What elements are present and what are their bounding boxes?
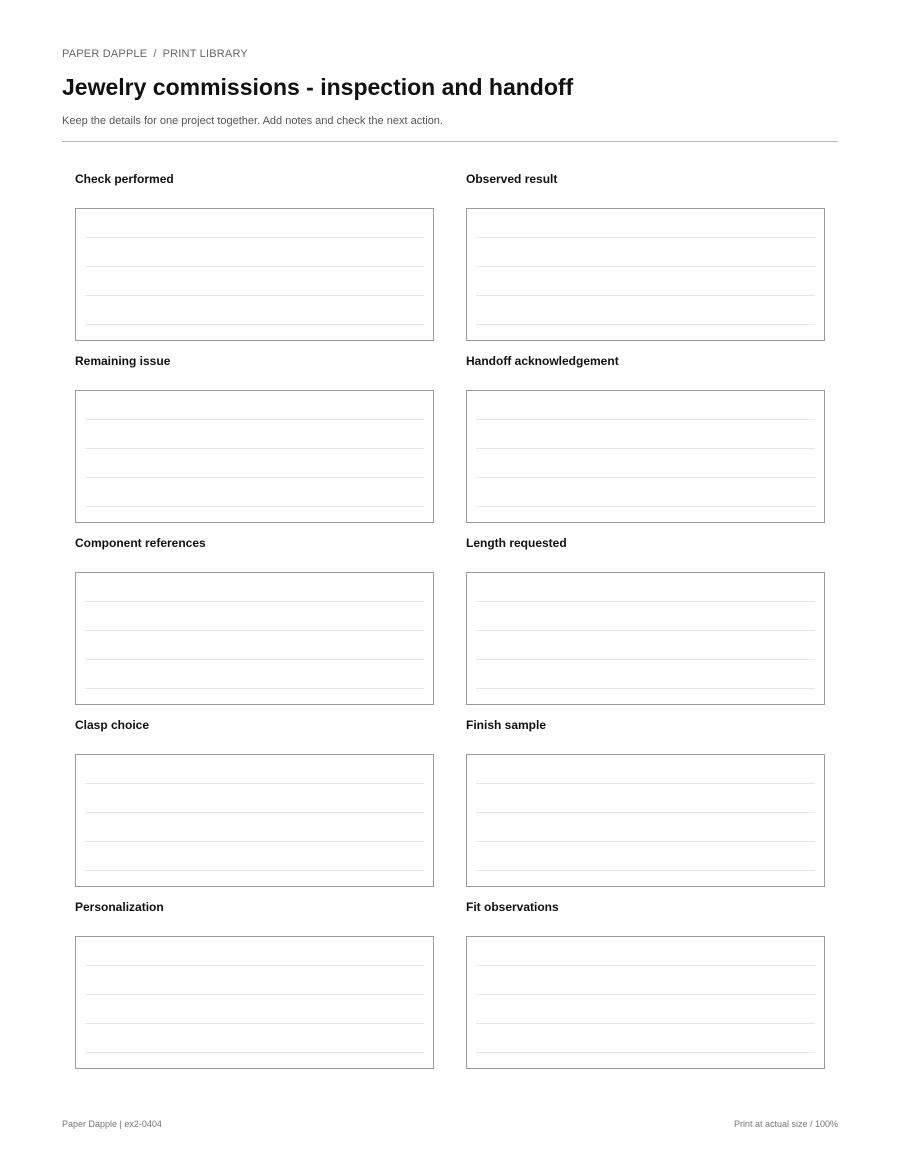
field-personalization: [75, 900, 434, 1069]
field-label: Fit observations: [466, 900, 559, 914]
writing-line: [85, 994, 424, 995]
field-writing-box[interactable]: [466, 390, 825, 523]
writing-line: [476, 841, 815, 842]
field-writing-box[interactable]: [466, 208, 825, 341]
footer-print-note: Print at actual size / 100%: [733, 1119, 838, 1129]
field-length-requested: [466, 536, 825, 705]
writing-line: [476, 506, 815, 507]
writing-line: [476, 659, 815, 660]
writing-line: [476, 1052, 815, 1053]
breadcrumb-item-brand[interactable]: PAPER DAPPLE: [62, 48, 148, 60]
writing-line: [476, 688, 815, 689]
writing-line: [85, 419, 424, 420]
field-check-performed: [75, 172, 434, 341]
writing-line: [85, 870, 424, 871]
field-writing-box[interactable]: [75, 936, 434, 1069]
writing-line: [85, 688, 424, 689]
writing-line: [476, 601, 815, 602]
writing-line: [85, 477, 424, 478]
writing-line: [476, 448, 815, 449]
writing-line: [476, 870, 815, 871]
field-label: Finish sample: [466, 718, 547, 732]
writing-line: [476, 994, 815, 995]
field-label: Personalization: [75, 900, 164, 914]
field-observed-result: [466, 172, 825, 341]
field-label: Length requested: [466, 536, 567, 550]
writing-line: [85, 295, 424, 296]
writing-line: [476, 477, 815, 478]
writing-line: [85, 266, 424, 267]
field-label: Handoff acknowledgement: [466, 354, 619, 368]
writing-line: [85, 659, 424, 660]
field-writing-box[interactable]: [466, 936, 825, 1069]
writing-line: [85, 448, 424, 449]
writing-line: [476, 812, 815, 813]
field-component-references: [75, 536, 434, 705]
field-label: Clasp choice: [75, 718, 150, 732]
writing-line: [476, 783, 815, 784]
writing-line: [85, 841, 424, 842]
writing-line: [476, 237, 815, 238]
field-writing-box[interactable]: [75, 572, 434, 705]
writing-line: [85, 1023, 424, 1024]
breadcrumb-separator: /: [153, 48, 157, 60]
field-label: Component references: [75, 536, 206, 550]
writing-line: [85, 237, 424, 238]
writing-line: [85, 324, 424, 325]
writing-line: [476, 419, 815, 420]
field-handoff-acknowledgement: [466, 354, 825, 523]
field-remaining-issue: [75, 354, 434, 523]
breadcrumb-item-print-library[interactable]: PRINT LIBRARY: [162, 48, 248, 60]
writing-line: [85, 630, 424, 631]
writing-line: [85, 783, 424, 784]
writing-line: [476, 630, 815, 631]
page-subtitle: Keep the details for one project together. Add notes and check the next action.: [62, 115, 443, 127]
breadcrumb: [62, 48, 248, 60]
field-writing-box[interactable]: [75, 390, 434, 523]
field-label: Observed result: [466, 172, 558, 186]
writing-line: [85, 965, 424, 966]
field-clasp-choice: [75, 718, 434, 887]
writing-line: [476, 295, 815, 296]
field-finish-sample: [466, 718, 825, 887]
writing-line: [476, 324, 815, 325]
header-divider: [62, 141, 838, 142]
writing-line: [85, 812, 424, 813]
writing-line: [85, 506, 424, 507]
field-writing-box[interactable]: [75, 208, 434, 341]
writing-line: [476, 1023, 815, 1024]
writing-line: [85, 1052, 424, 1053]
page-title: Jewelry commissions - inspection and handoff: [62, 74, 574, 100]
writing-line: [476, 965, 815, 966]
field-label: Remaining issue: [75, 354, 171, 368]
writing-line: [476, 266, 815, 267]
field-writing-box[interactable]: [75, 754, 434, 887]
field-writing-box[interactable]: [466, 754, 825, 887]
field-writing-box[interactable]: [466, 572, 825, 705]
footer-document-id: Paper Dapple | ex2-0404: [62, 1119, 162, 1129]
writing-line: [85, 601, 424, 602]
field-label: Check performed: [75, 172, 174, 186]
field-fit-observations: [466, 900, 825, 1069]
